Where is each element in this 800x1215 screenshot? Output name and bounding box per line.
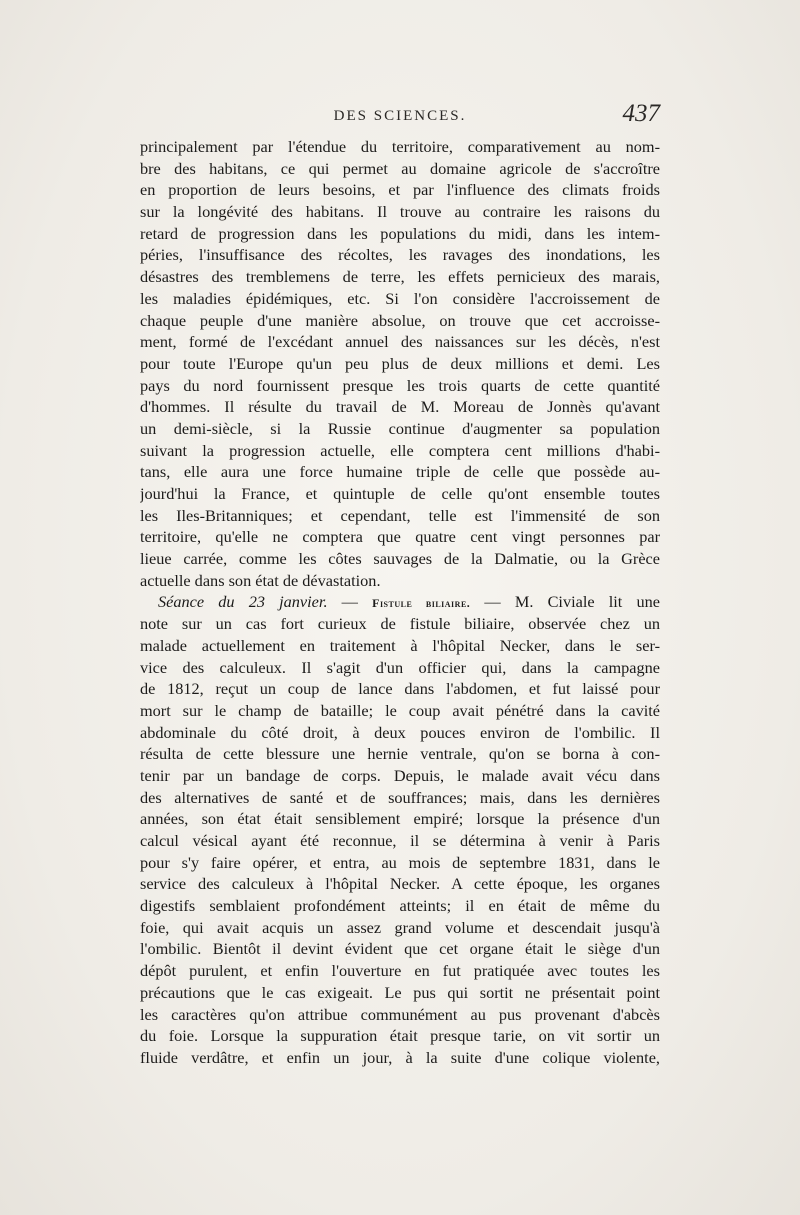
text-line: pays du nord fournissent presque les trois quarts de cette quantité [140,375,660,395]
text-line: dépôt purulent, et enfin l'ouverture en fut pratiquée avec toutes les [140,961,660,981]
text-line: pour toute l'Europe qu'un peu plus de deux millions et demi. Les [140,353,660,373]
body-text [140,136,660,1069]
text-line: l'ombilic. Bientôt il devint évident que cet organe était le siège d'un [140,939,660,959]
first-line-rest: — M. Civiale lit une [470,592,660,612]
dash: — [327,592,373,612]
text-line: service des calculeux à l'hôpital Necker. A cette époque, les organes [140,874,660,894]
text-line: années, son état était sensiblement empiré; lorsque la présence d'un [140,809,660,829]
text-line: des alternatives de santé et de souffrances; mais, dans les dernières [140,787,660,807]
text-line: en proportion de leurs besoins, et par l'influence des climats froids [140,180,660,200]
paragraph-2-first-line [140,591,660,613]
text-line: pour s'y faire opérer, et entra, au mois de septembre 1831, dans le [140,852,660,872]
text-line: foie, qui avait acquis un assez grand volume et descendait jusqu'à [140,917,660,937]
text-line: note sur un cas fort curieux de fistule biliaire, observée chez un [140,614,660,634]
text-line: abdominale du côté droit, à deux pouces environ de l'ombilic. Il [140,722,660,742]
section-title: Fistule biliaire. [372,596,471,611]
text-line: les maladies épidémiques, etc. Si l'on considère l'accroissement de [140,288,660,308]
page-number: 437 [622,100,660,127]
text-line: les Iles-Britanniques; et cependant, telle est l'immensité de son [140,505,660,525]
text-line: de 1812, reçut un coup de lance dans l'abdomen, et fut laissé pour [140,679,660,699]
text-line: du foie. Lorsque la suppuration était presque tarie, on vit sortir un [140,1026,660,1046]
page-header [140,100,660,134]
text-line: désastres des tremblemens de terre, les effets pernicieux des marais, [140,267,660,287]
text-line: ment, formé de l'excédant annuel des naissances sur les décès, n'est [140,332,660,352]
text-line: précautions que le cas exigeait. Le pus qui sortit ne présentait point [140,982,660,1002]
text-line: actuelle dans son état de dévastation. [140,570,381,590]
paragraph-1 [140,136,660,591]
text-line: retard de progression dans les populations du midi, dans les intem- [140,223,660,243]
text-line: jourd'hui la France, et quintuple de celle qu'ont ensemble toutes [140,484,660,503]
session-date: Séance du 23 janvier. [158,592,328,612]
text-line: un demi-siècle, si la Russie continue d'augmenter sa population [140,418,660,438]
text-line: mort sur le champ de bataille; le coup avait pénétré dans la cavité [140,700,660,720]
text-line: chaque peuple d'une manière absolue, on trouve que cet accroisse- [140,310,660,330]
text-line: tans, elle aura une force humaine triple de celle que possède au- [140,462,660,482]
text-line: péries, l'insuffisance des récoltes, les ravages des inondations, les [140,245,660,265]
text-line: malade actuellement en traitement à l'hôpital Necker, dans le ser- [140,635,660,655]
text-line: sur la longévité des habitans. Il trouve au contraire les raisons du [140,202,660,222]
text-line: tenir par un bandage de corps. Depuis, le malade avait vécu dans [140,765,660,785]
text-line: calcul vésical ayant été reconnue, il se détermina à venir à Paris [140,831,660,850]
text-line: lieue carrée, comme les côtes sauvages de la Dalmatie, ou la Grèce [140,549,660,569]
text-line: d'hommes. Il résulte du travail de M. Moreau de Jonnès qu'avant [140,397,660,417]
text-line: vice des calculeux. Il s'agit d'un officier qui, dans la campagne [140,657,660,677]
text-line: territoire, qu'elle ne comptera que quatre cent vingt personnes par [140,527,660,547]
text-line: les caractères qu'on attribue communément au pus provenant d'abcès [140,1004,660,1024]
text-line: bre des habitans, ce qui permet au domaine agricole de s'accroître [140,158,660,178]
text-line: résulta de cette blessure une hernie ventrale, qu'on se borna à con- [140,744,660,764]
text-line: principalement par l'étendue du territoire, comparativement au nom- [140,137,660,156]
paragraph-2 [140,591,660,1068]
text-line: suivant la progression actuelle, elle comptera cent millions d'habi- [140,440,660,460]
text-line: digestifs semblaient profondément atteints; il en était de même du [140,896,660,916]
running-head: DES SCIENCES. [333,108,467,124]
text-line: fluide verdâtre, et enfin un jour, à la suite d'une colique violente, [140,1047,660,1067]
